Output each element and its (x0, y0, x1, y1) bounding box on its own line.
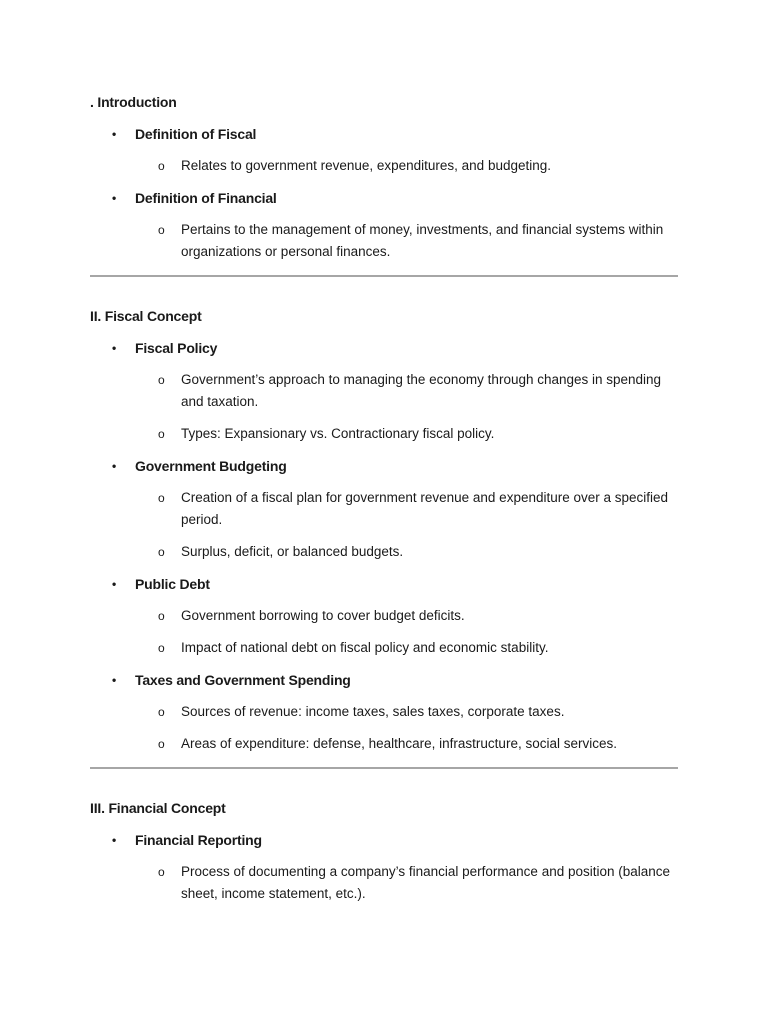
sub-bullet-icon: o (158, 159, 165, 173)
bullet-icon: • (112, 459, 117, 473)
sub-item-text: Relates to government revenue, expenditures, and budgeting. (181, 158, 551, 173)
sub-item (158, 605, 678, 627)
bullet-icon: • (112, 127, 117, 141)
sub-item-text: Government borrowing to cover budget deficits. (181, 608, 465, 623)
sub-bullet-icon: o (158, 491, 165, 505)
sub-bullet-icon: o (158, 427, 165, 441)
sub-item-text: Types: Expansionary vs. Contractionary fiscal policy. (181, 426, 495, 441)
sub-item-text: Surplus, deficit, or balanced budgets. (181, 544, 404, 559)
sub-bullet-icon: o (158, 545, 165, 559)
sub-item-text: Government’s approach to managing the economy through changes in spending and taxation. (181, 372, 662, 409)
bullet-label: Definition of Financial (135, 190, 277, 206)
sub-item-text: Areas of expenditure: defense, healthcare, infrastructure, social services. (181, 736, 617, 751)
bullet-label: Financial Reporting (135, 832, 262, 848)
sub-item-text: Impact of national debt on fiscal policy and economic stability. (181, 640, 549, 655)
sub-bullet-icon: o (158, 609, 165, 623)
sub-item-text: Pertains to the management of money, investments, and financial systems within organizations or personal finances. (181, 222, 664, 259)
sub-item (158, 541, 678, 563)
sub-bullet-icon: o (158, 223, 165, 237)
bullet-label: Government Budgeting (135, 458, 287, 474)
section-divider (90, 767, 678, 769)
sub-item-text: Creation of a fiscal plan for government revenue and expenditure over a specified period. (181, 490, 669, 527)
bullet-label: Definition of Fiscal (135, 126, 257, 142)
sub-item (158, 155, 678, 177)
sub-bullet-icon: o (158, 705, 165, 719)
sub-item (158, 861, 678, 905)
sub-item-text: Process of documenting a company’s financial performance and position (balance sheet, income statement, etc.). (181, 864, 671, 901)
bullet-label: Public Debt (135, 576, 210, 592)
sub-bullet-icon: o (158, 865, 165, 879)
sub-bullet-icon: o (158, 641, 165, 655)
section-heading-financial-concept: III. Financial Concept (90, 800, 226, 816)
sub-item (158, 701, 678, 723)
sub-bullet-icon: o (158, 737, 165, 751)
bullet-icon: • (112, 191, 117, 205)
section-heading-introduction: . Introduction (90, 94, 177, 110)
bullet-icon: • (112, 673, 117, 687)
sub-item (158, 369, 678, 413)
sub-item (158, 219, 678, 263)
sub-item (158, 423, 678, 445)
bullet-icon: • (112, 341, 117, 355)
sub-item (158, 637, 678, 659)
sub-item-text: Sources of revenue: income taxes, sales taxes, corporate taxes. (181, 704, 565, 719)
bullet-label: Taxes and Government Spending (135, 672, 351, 688)
bullet-icon: • (112, 577, 117, 591)
section-heading-fiscal-concept: II. Fiscal Concept (90, 308, 202, 324)
sub-bullet-icon: o (158, 373, 165, 387)
section-divider (90, 275, 678, 277)
bullet-icon: • (112, 833, 117, 847)
sub-item (158, 487, 678, 531)
bullet-label: Fiscal Policy (135, 340, 218, 356)
sub-item (158, 733, 678, 755)
